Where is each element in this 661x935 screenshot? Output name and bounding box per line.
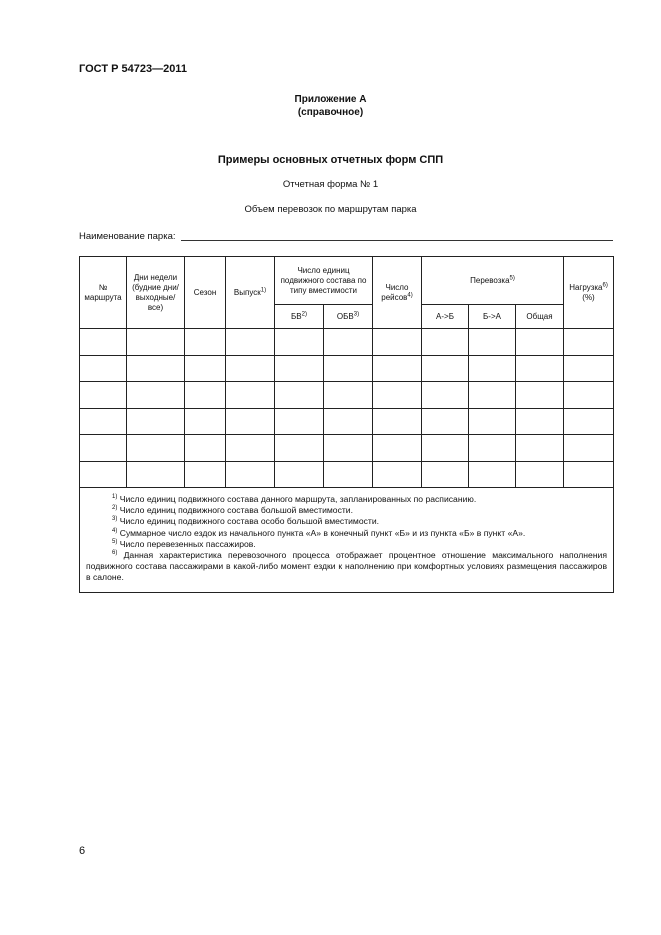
table-cell[interactable] <box>185 329 226 356</box>
table-row <box>80 435 614 462</box>
table-body <box>80 329 614 488</box>
footnote-mark: 4) <box>112 527 118 534</box>
table-cell[interactable] <box>516 408 564 435</box>
footnote <box>86 494 607 505</box>
table-cell[interactable] <box>80 382 127 409</box>
footnotes-cell <box>80 488 614 593</box>
table-row <box>80 329 614 356</box>
table-cell[interactable] <box>469 355 516 382</box>
footnote-mark: 6) <box>112 550 118 557</box>
footnote-text: Число единиц подвижного состава данного маршрута, запланированных по расписанию. <box>119 494 477 504</box>
header-obv: ОБВ$^{3)}$ <box>324 305 373 329</box>
table-cell[interactable] <box>275 435 324 462</box>
table-cell[interactable] <box>185 382 226 409</box>
table-cell[interactable] <box>226 461 275 488</box>
header-route: № маршрута <box>80 257 127 329</box>
footnote-text: Число перевезенных пассажиров. <box>119 538 256 549</box>
footnote-mark: 5) <box>112 538 118 545</box>
table-cell[interactable] <box>422 435 469 462</box>
table-cell[interactable] <box>80 355 127 382</box>
form-caption: Объем перевозок по маршрутам парка <box>244 204 417 215</box>
header-ab: А->Б <box>422 305 469 329</box>
table-cell[interactable] <box>422 408 469 435</box>
table-cell[interactable] <box>564 382 614 409</box>
table-cell[interactable] <box>226 329 275 356</box>
table-cell[interactable] <box>324 408 373 435</box>
table-row <box>80 382 614 409</box>
appendix-heading <box>0 93 661 119</box>
table-cell[interactable] <box>275 461 324 488</box>
footnote-text: Данная характеристика перевозочного процесса отображает процентное отношение максимального наполнения подвижного состава пассажирами в какой-либо момент ездки к наполнению при комфортных условиях размещения пассажиров в салоне. <box>86 550 608 583</box>
table-cell[interactable] <box>127 382 185 409</box>
table-cell[interactable] <box>127 435 185 462</box>
table-cell[interactable] <box>275 355 324 382</box>
header-days: Дни недели (будние дни/ выходные/ все) <box>127 257 185 329</box>
table-cell[interactable] <box>422 329 469 356</box>
table-cell[interactable] <box>564 461 614 488</box>
table-cell[interactable] <box>422 382 469 409</box>
table-cell[interactable] <box>373 435 422 462</box>
table-cell[interactable] <box>516 329 564 356</box>
footnote <box>86 505 607 516</box>
header-bv: БВ$^{2)}$ <box>275 305 324 329</box>
footnote-text: Число единиц подвижного состава большой вместимости. <box>119 505 353 516</box>
table-row <box>80 461 614 488</box>
table-cell[interactable] <box>469 408 516 435</box>
table-cell[interactable] <box>324 329 373 356</box>
table-cell[interactable] <box>80 435 127 462</box>
table-cell[interactable] <box>185 435 226 462</box>
table-cell[interactable] <box>564 435 614 462</box>
table-cell[interactable] <box>516 461 564 488</box>
header-season: Сезон <box>185 257 226 329</box>
header-ba: Б->А <box>469 305 516 329</box>
table-cell[interactable] <box>373 355 422 382</box>
table-cell[interactable] <box>127 355 185 382</box>
footnote-mark: 1) <box>112 494 118 501</box>
report-table <box>79 256 614 593</box>
header-load: Нагрузка$^{6)}$ (%) <box>564 257 614 329</box>
table-cell[interactable] <box>324 435 373 462</box>
table-cell[interactable] <box>185 355 226 382</box>
footnote <box>86 550 607 584</box>
table-cell[interactable] <box>275 329 324 356</box>
appendix-subtitle: (справочное) <box>297 107 364 118</box>
table-cell[interactable] <box>80 461 127 488</box>
table-cell[interactable] <box>564 355 614 382</box>
table-cell[interactable] <box>226 435 275 462</box>
appendix-title: Приложение А <box>294 94 367 105</box>
header-release: Выпуск$^{1)}$ <box>226 257 275 329</box>
table-cell[interactable] <box>373 329 422 356</box>
table-cell[interactable] <box>324 355 373 382</box>
footnote <box>86 516 607 527</box>
table-cell[interactable] <box>469 461 516 488</box>
table-cell[interactable] <box>127 408 185 435</box>
page-number: 6 <box>79 845 86 857</box>
table-cell[interactable] <box>564 408 614 435</box>
park-name-field[interactable] <box>181 240 613 241</box>
table-row <box>80 408 614 435</box>
table-cell[interactable] <box>516 435 564 462</box>
table-cell[interactable] <box>226 382 275 409</box>
header-units: Число единиц подвижного состава по типу вместимости <box>275 257 373 305</box>
table-cell[interactable] <box>564 329 614 356</box>
table-cell[interactable] <box>226 355 275 382</box>
table-cell[interactable] <box>127 461 185 488</box>
table-cell[interactable] <box>516 355 564 382</box>
footnote-mark: 2) <box>112 505 118 512</box>
table-cell[interactable] <box>422 461 469 488</box>
table-cell[interactable] <box>324 461 373 488</box>
table-cell[interactable] <box>373 382 422 409</box>
footnote <box>86 539 607 550</box>
table-cell[interactable] <box>469 329 516 356</box>
table-cell[interactable] <box>469 435 516 462</box>
footnote-text: Суммарное число ездок из начального пункта «А» в конечный пункт «Б» и из пункта «Б» в пункт «А». <box>119 527 526 538</box>
table-cell[interactable] <box>373 408 422 435</box>
table-cell[interactable] <box>516 382 564 409</box>
table-cell[interactable] <box>373 461 422 488</box>
table-cell[interactable] <box>127 329 185 356</box>
header-trips: Число рейсов$^{4)}$ <box>373 257 422 329</box>
park-name-label: Наименование парка: <box>79 231 176 242</box>
table-cell[interactable] <box>324 382 373 409</box>
document-header: ГОСТ Р 54723—2011 <box>79 63 187 75</box>
table-cell[interactable] <box>80 408 127 435</box>
table-cell[interactable] <box>469 382 516 409</box>
footnote <box>86 528 607 539</box>
table-cell[interactable] <box>275 382 324 409</box>
table-cell[interactable] <box>275 408 324 435</box>
table-cell[interactable] <box>80 329 127 356</box>
table-cell[interactable] <box>226 408 275 435</box>
table-cell[interactable] <box>185 408 226 435</box>
footnote-text: Число единиц подвижного состава особо большой вместимости. <box>119 516 380 527</box>
table-cell[interactable] <box>185 461 226 488</box>
table-cell[interactable] <box>422 355 469 382</box>
header-transport: Перевозка$^{5)}$ <box>422 257 564 305</box>
table-row <box>80 355 614 382</box>
section-title: Примеры основных отчетных форм СПП <box>217 154 444 166</box>
form-number: Отчетная форма № 1 <box>282 179 379 190</box>
header-total: Общая <box>516 305 564 329</box>
footnote-mark: 3) <box>112 516 118 523</box>
